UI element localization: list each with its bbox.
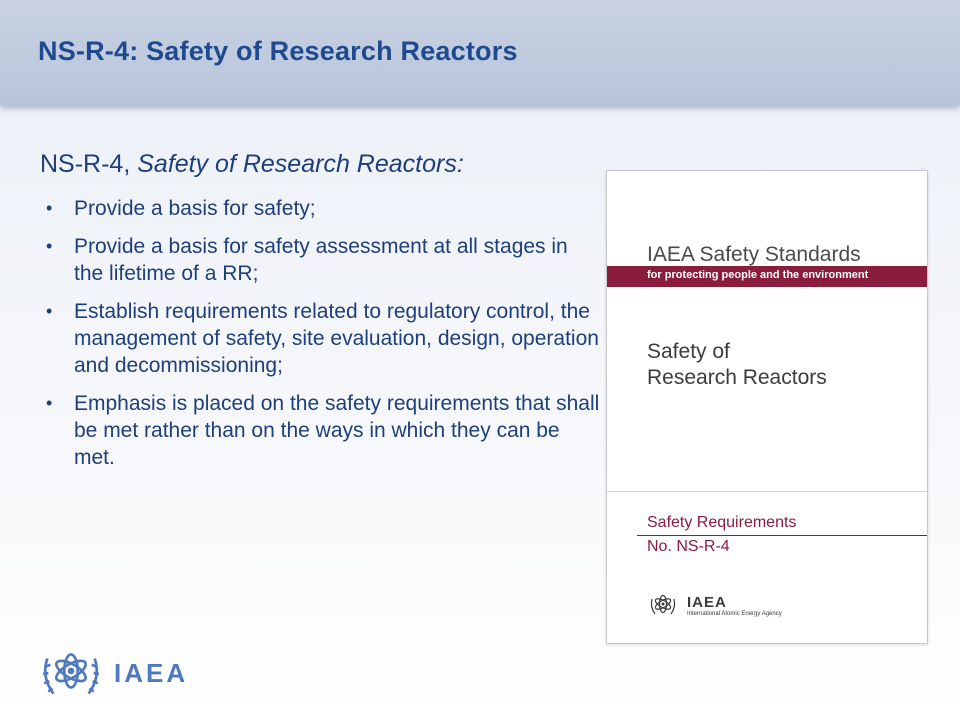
cover-title-line: Research Reactors bbox=[647, 366, 827, 389]
subtitle-italic-title: Safety of Research Reactors: bbox=[137, 150, 464, 178]
footer-logo-text: IAEA bbox=[114, 658, 189, 688]
bullet-text: Provide a basis for safety; bbox=[74, 197, 316, 220]
cover-doc-type: Safety Requirements bbox=[647, 514, 797, 531]
slide-subtitle bbox=[40, 150, 600, 179]
bullet-list bbox=[40, 195, 600, 471]
cover-tagline: for protecting people and the environment bbox=[647, 269, 869, 281]
bullet-item bbox=[40, 390, 600, 471]
book-cover-image bbox=[606, 170, 928, 644]
bullet-text: Establish requirements related to regulatory control, the management of safety, site evaluation, design, operation and decommissioning; bbox=[74, 300, 599, 377]
slide-title: NS-R-4: Safety of Research Reactors bbox=[38, 36, 518, 66]
subtitle-code: NS-R-4, bbox=[40, 150, 138, 178]
iaea-emblem-icon bbox=[38, 640, 104, 706]
cover-book-title bbox=[647, 339, 827, 391]
cover-agency-name: International Atomic Energy Agency bbox=[687, 611, 782, 617]
cover-number-rule bbox=[637, 535, 927, 536]
cover-title-line: Safety of bbox=[647, 340, 730, 363]
bullet-text: Emphasis is placed on the safety requirements that shall be met rather than on the ways in which they can be met. bbox=[74, 392, 600, 469]
cover-series-title: IAEA Safety Standards bbox=[647, 243, 861, 266]
bullet-text: Provide a basis for safety assessment at all stages in the lifetime of a RR; bbox=[74, 235, 568, 285]
slide-header bbox=[0, 0, 960, 105]
iaea-emblem-icon bbox=[647, 589, 679, 621]
bullet-item bbox=[40, 195, 600, 222]
bullet-item bbox=[40, 298, 600, 379]
bullet-icon: • bbox=[46, 301, 53, 321]
cover-band bbox=[607, 266, 927, 287]
bullet-icon: • bbox=[46, 198, 53, 218]
cover-doc-number: No. NS-R-4 bbox=[647, 538, 730, 555]
bullet-icon: • bbox=[46, 236, 53, 256]
cover-divider bbox=[607, 491, 927, 492]
bullet-icon: • bbox=[46, 393, 53, 413]
bullet-item bbox=[40, 233, 600, 287]
cover-logo-text: IAEA bbox=[687, 594, 727, 611]
slide-content bbox=[40, 150, 600, 482]
